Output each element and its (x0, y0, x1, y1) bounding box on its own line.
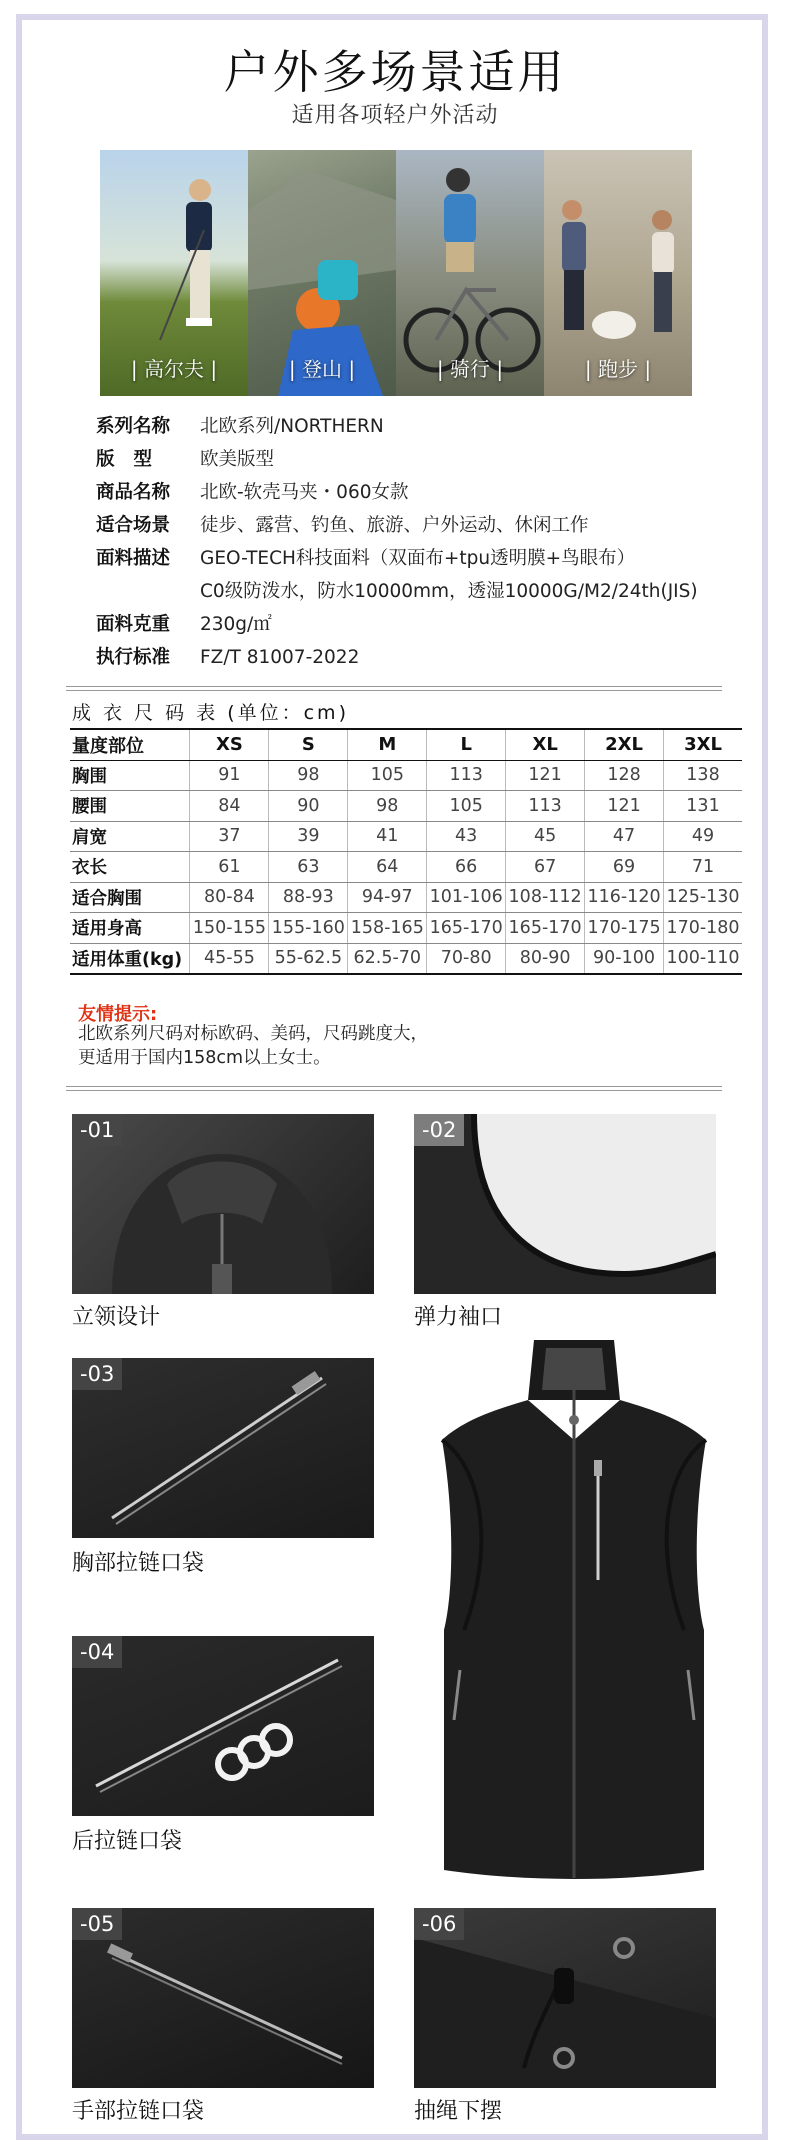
table-cell: 37 (190, 821, 269, 852)
table-cell: 121 (585, 791, 664, 822)
detail-number: -02 (414, 1114, 464, 1146)
column-header: S (269, 729, 348, 760)
scene-label: | 高尔夫 | (130, 357, 218, 381)
detail-number: -05 (72, 1908, 122, 1940)
spec-label: 商品名称 (96, 482, 171, 503)
table-cell: 170-180 (664, 913, 743, 944)
detail-number: -03 (72, 1358, 122, 1390)
section-divider (66, 686, 722, 691)
table-row (70, 882, 742, 913)
scene-strip (100, 150, 692, 396)
spec-row (96, 608, 736, 641)
detail-caption: 立领设计 (72, 1305, 161, 1330)
table-cell: 适合胸围 (70, 882, 190, 913)
scene-cycling (396, 150, 544, 396)
spec-value: 欧美版型 (200, 449, 275, 470)
detail-caption: 后拉链口袋 (72, 1829, 183, 1854)
table-row (70, 943, 742, 974)
vest-illustration (424, 1330, 724, 1882)
column-header: M (348, 729, 427, 760)
vest-product-image (424, 1330, 724, 1882)
table-cell: 67 (506, 852, 585, 883)
table-cell: 90-100 (585, 943, 664, 974)
tip-text (78, 1022, 428, 1070)
table-cell: 80-84 (190, 882, 269, 913)
spec-value: 北欧系列/NORTHERN (200, 416, 384, 437)
spec-label: 系列名称 (96, 416, 171, 437)
page-subtitle: 适用各项轻户外活动 (291, 103, 499, 128)
table-cell: 98 (348, 791, 427, 822)
spec-value-continued: C0级防泼水，防水10000mm，透湿10000G/M2/24th(JIS) (200, 581, 698, 602)
table-cell: 64 (348, 852, 427, 883)
column-header: 2XL (585, 729, 664, 760)
detail-image-back-pocket (72, 1636, 374, 1816)
spec-label: 面料克重 (96, 614, 171, 635)
spec-value: 230g/㎡ (200, 614, 272, 635)
table-cell: 肩宽 (70, 821, 190, 852)
table-header-row (70, 729, 742, 760)
table-cell: 105 (348, 760, 427, 791)
table-cell: 121 (506, 760, 585, 791)
table-row (70, 791, 742, 822)
spec-value: 徒步、露营、钓鱼、旅游、户外运动、休闲工作 (200, 515, 589, 536)
table-row (70, 852, 742, 883)
detail-caption: 弹力袖口 (414, 1305, 503, 1330)
table-cell: 138 (664, 760, 743, 791)
table-row (70, 760, 742, 791)
spec-label: 执行标准 (96, 647, 171, 668)
spec-value: GEO-TECH科技面料（双面布+tpu透明膜+鸟眼布） (200, 548, 636, 569)
table-cell: 170-175 (585, 913, 664, 944)
table-cell: 90 (269, 791, 348, 822)
table-cell: 衣长 (70, 852, 190, 883)
scene-label: | 跑步 | (584, 357, 652, 381)
table-cell: 91 (190, 760, 269, 791)
detail-number: -04 (72, 1636, 122, 1668)
spec-value: FZ/T 81007-2022 (200, 647, 360, 668)
table-cell: 165-170 (427, 913, 506, 944)
table-cell: 45-55 (190, 943, 269, 974)
detail-number: -01 (72, 1114, 122, 1146)
detail-caption: 手部拉链口袋 (72, 2099, 205, 2124)
detail-image-chest-pocket (72, 1358, 374, 1538)
table-cell: 98 (269, 760, 348, 791)
table-cell: 45 (506, 821, 585, 852)
scene-label: | 登山 | (288, 357, 356, 381)
column-header: XL (506, 729, 585, 760)
table-cell: 62.5-70 (348, 943, 427, 974)
detail-number: -06 (414, 1908, 464, 1940)
table-cell: 43 (427, 821, 506, 852)
detail-image-hand-pocket (72, 1908, 374, 2088)
spec-row (96, 476, 736, 509)
table-cell: 158-165 (348, 913, 427, 944)
table-cell: 49 (664, 821, 743, 852)
table-cell: 41 (348, 821, 427, 852)
tip-title: 友情提示: (78, 1004, 158, 1025)
detail-caption: 抽绳下摆 (414, 2099, 503, 2124)
table-cell: 128 (585, 760, 664, 791)
table-cell: 101-106 (427, 882, 506, 913)
page-title: 户外多场景适用 (223, 45, 567, 99)
detail-image-armhole (414, 1114, 716, 1294)
detail-image-drawstring (414, 1908, 716, 2088)
table-cell: 150-155 (190, 913, 269, 944)
table-cell: 100-110 (664, 943, 743, 974)
detail-caption: 胸部拉链口袋 (72, 1551, 205, 1576)
spec-label: 适合场景 (96, 515, 171, 536)
spec-row (96, 641, 736, 674)
column-header: L (427, 729, 506, 760)
column-header: 量度部位 (70, 729, 190, 760)
scene-golf (100, 150, 248, 396)
section-divider (66, 1086, 722, 1091)
spec-list (96, 410, 736, 674)
table-cell: 108-112 (506, 882, 585, 913)
table-cell: 113 (506, 791, 585, 822)
spec-row (96, 410, 736, 443)
table-cell: 适用体重(kg) (70, 943, 190, 974)
table-cell: 155-160 (269, 913, 348, 944)
table-cell: 69 (585, 852, 664, 883)
table-cell: 94-97 (348, 882, 427, 913)
size-table-title: 成 衣 尺 码 表 (单位：cm) (72, 702, 349, 724)
spec-label: 版型 (96, 449, 172, 470)
spec-row (96, 509, 736, 542)
table-cell: 61 (190, 852, 269, 883)
table-cell: 80-90 (506, 943, 585, 974)
table-cell: 47 (585, 821, 664, 852)
table-cell: 165-170 (506, 913, 585, 944)
spec-row (96, 443, 736, 476)
table-cell: 66 (427, 852, 506, 883)
table-cell: 腰围 (70, 791, 190, 822)
tip-line: 更适用于国内158cm以上女士。 (78, 1048, 331, 1068)
table-cell: 70-80 (427, 943, 506, 974)
scene-running (544, 150, 692, 396)
scene-climbing (248, 150, 396, 396)
table-cell: 84 (190, 791, 269, 822)
table-cell: 116-120 (585, 882, 664, 913)
table-cell: 131 (664, 791, 743, 822)
table-cell: 113 (427, 760, 506, 791)
spec-label: 面料描述 (96, 548, 171, 569)
table-cell: 55-62.5 (269, 943, 348, 974)
table-row (70, 821, 742, 852)
column-header: 3XL (664, 729, 743, 760)
scene-label: | 骑行 | (436, 357, 504, 381)
column-header: XS (190, 729, 269, 760)
table-row (70, 913, 742, 944)
detail-image-collar (72, 1114, 374, 1294)
table-cell: 125-130 (664, 882, 743, 913)
table-cell: 71 (664, 852, 743, 883)
tip-line: 北欧系列尺码对标欧码、美码，尺码跳度大， (78, 1024, 428, 1044)
spec-value: 北欧-软壳马夹・060女款 (200, 482, 409, 503)
table-cell: 适用身高 (70, 913, 190, 944)
table-cell: 胸围 (70, 760, 190, 791)
table-cell: 88-93 (269, 882, 348, 913)
size-table (70, 728, 742, 975)
table-cell: 105 (427, 791, 506, 822)
table-cell: 39 (269, 821, 348, 852)
spec-row (96, 542, 736, 575)
table-cell: 63 (269, 852, 348, 883)
